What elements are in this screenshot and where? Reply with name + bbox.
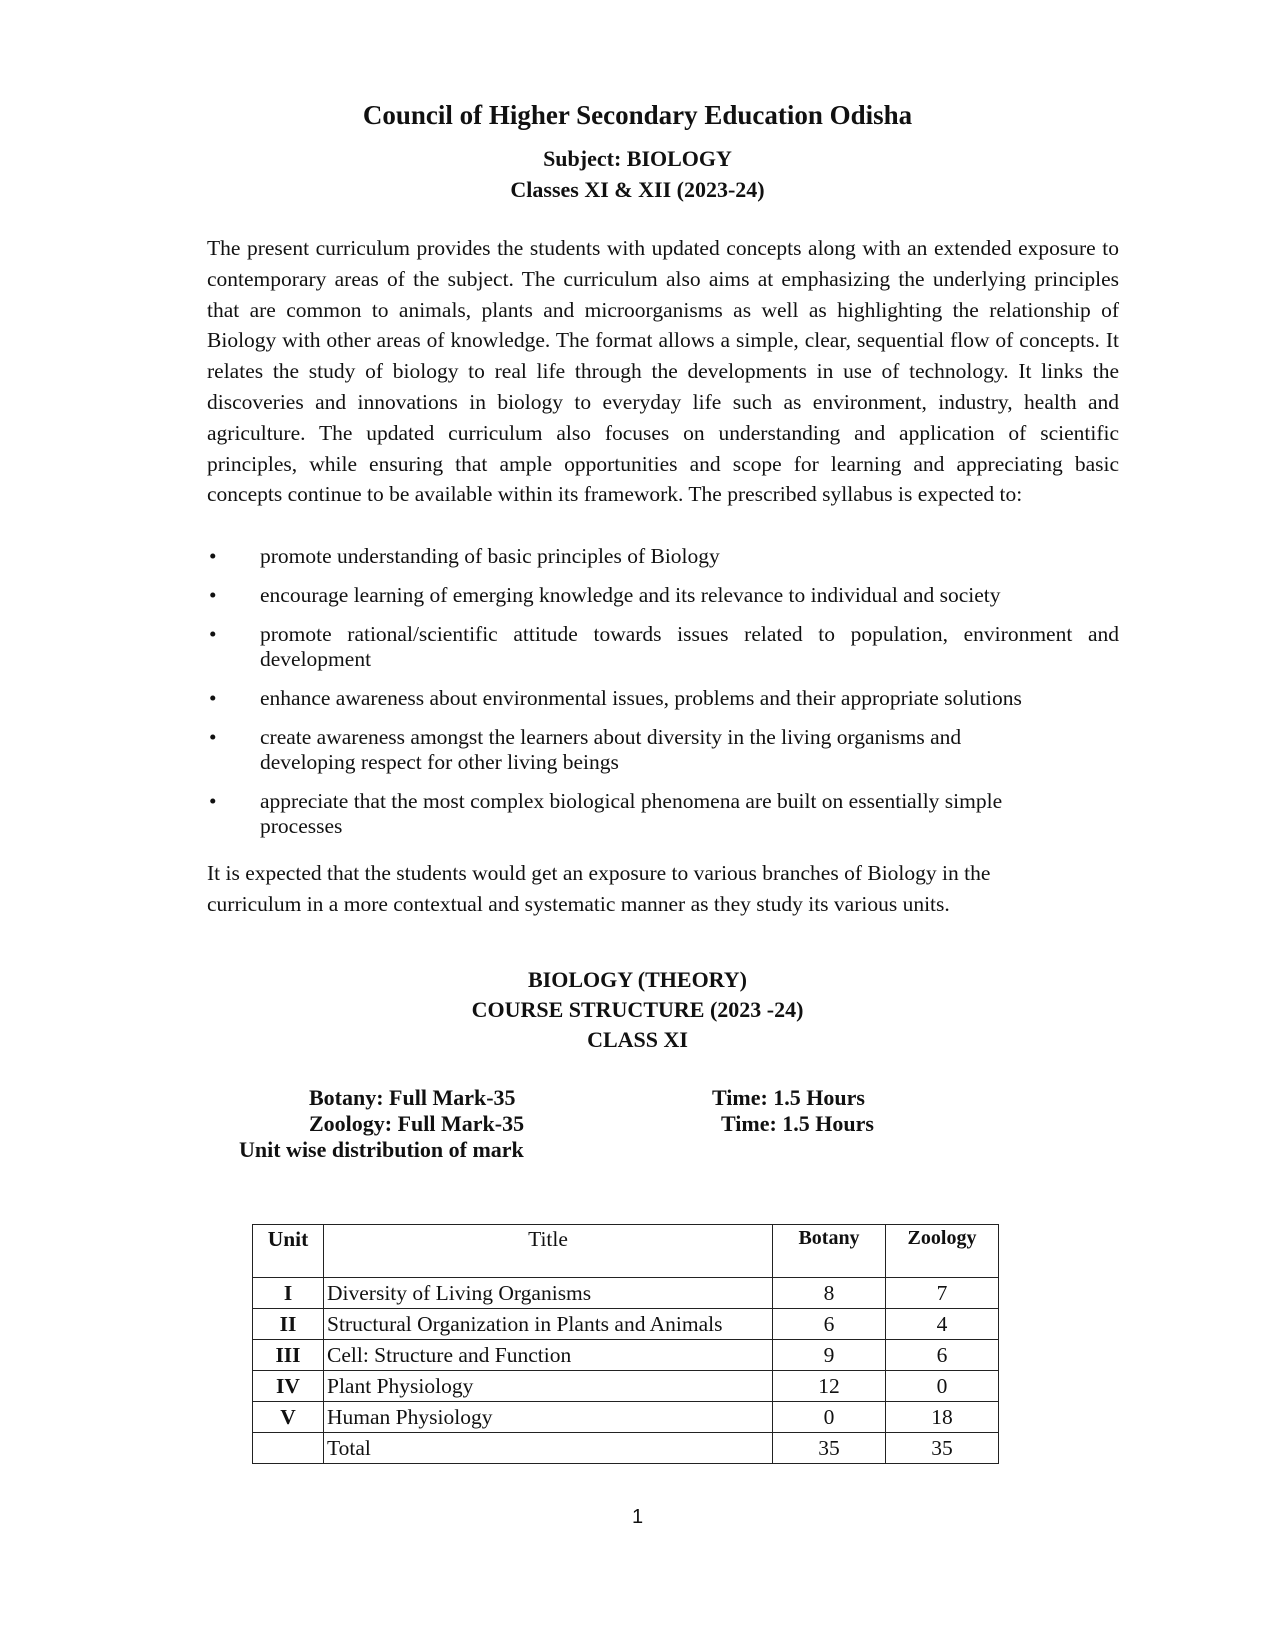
marks-table: [252, 1224, 999, 1464]
cell-unit: IV: [253, 1371, 324, 1402]
cell-title: Plant Physiology: [324, 1371, 773, 1402]
header-title: Title: [324, 1225, 773, 1278]
bullet-icon: •: [209, 622, 217, 646]
subject-heading: Subject: BIOLOGY: [543, 146, 732, 171]
list-item: • enhance awareness about environmental issues, problems and their appropriate solutions: [209, 686, 1022, 710]
cell-botany: 6: [773, 1309, 886, 1340]
bullet-icon: •: [209, 544, 217, 568]
table-row: [253, 1402, 999, 1433]
bullet-icon: •: [209, 583, 217, 607]
botany-time: Time: 1.5 Hours: [712, 1085, 865, 1110]
table-total-row: [253, 1433, 999, 1464]
list-item: • encourage learning of emerging knowledge and its relevance to individual and society: [209, 583, 1001, 607]
cell-unit: I: [253, 1278, 324, 1309]
cell-zoology: 0: [886, 1371, 999, 1402]
cell-unit: II: [253, 1309, 324, 1340]
cell-zoology: 7: [886, 1278, 999, 1309]
botany-full-mark: Botany: Full Mark-35: [309, 1085, 516, 1110]
header-zoology: Zoology: [886, 1225, 999, 1278]
cell-title: Total: [324, 1433, 773, 1464]
cell-botany: 9: [773, 1340, 886, 1371]
cell-botany: 8: [773, 1278, 886, 1309]
cell-title: Human Physiology: [324, 1402, 773, 1433]
objectives-list: [207, 544, 1119, 853]
cell-zoology: 35: [886, 1433, 999, 1464]
cell-title: Cell: Structure and Function: [324, 1340, 773, 1371]
unit-distribution-label: Unit wise distribution of mark: [239, 1137, 524, 1162]
list-item: • appreciate that the most complex biological phenomena are built on essentially simple processes: [209, 789, 1003, 838]
class-heading: CLASS XI: [587, 1027, 688, 1052]
zoology-full-mark: Zoology: Full Mark-35: [309, 1111, 525, 1136]
list-item: • promote understanding of basic principles of Biology: [209, 544, 720, 568]
cell-title: Structural Organization in Plants and Animals: [324, 1309, 773, 1340]
header-botany: Botany: [773, 1225, 886, 1278]
intro-paragraph: The present curriculum provides the students with updated concepts along with an extended exposure to contemporary areas of the subject. The curriculum also aims at emphasizing the underlying principles that are common to animals, plants and microorganisms as well as highlighting the relationship of Biology with other areas of knowledge. The format allows a simple, clear, sequential flow of concepts. It relates the study of biology to real life through the developments in use of technology. It links the discoveries and innovations in biology to everyday life such as environment, industry, health and agriculture. The updated curriculum also focuses on understanding and application of scientific principles, while ensuring that ample opportunities and scope for learning and appreciating basic concepts continue to be available within its framework. The prescribed syllabus is expected to:: [207, 236, 1119, 507]
header-unit: Unit: [253, 1225, 324, 1278]
cell-zoology: 18: [886, 1402, 999, 1433]
classes-heading: Classes XI & XII (2023-24): [510, 177, 765, 202]
cell-unit: III: [253, 1340, 324, 1371]
cell-botany: 12: [773, 1371, 886, 1402]
closing-paragraph: It is expected that the students would get an exposure to various branches of Biology in the curriculum in a more contextual and systematic manner as they study its various units.: [207, 861, 991, 916]
cell-unit: [253, 1433, 324, 1464]
list-item: • promote rational/scientific attitude towards issues related to population, environment and development: [209, 622, 1119, 671]
cell-unit: V: [253, 1402, 324, 1433]
bullet-icon: •: [209, 725, 217, 749]
bullet-icon: •: [209, 789, 217, 813]
cell-botany: 0: [773, 1402, 886, 1433]
course-structure-heading: COURSE STRUCTURE (2023 -24): [471, 997, 804, 1022]
cell-botany: 35: [773, 1433, 886, 1464]
table-row: [253, 1278, 999, 1309]
table-header-row: [253, 1225, 999, 1278]
page-number: 1: [631, 1506, 644, 1528]
bullet-icon: •: [209, 686, 217, 710]
cell-title: Diversity of Living Organisms: [324, 1278, 773, 1309]
cell-zoology: 4: [886, 1309, 999, 1340]
zoology-time: Time: 1.5 Hours: [721, 1111, 874, 1136]
document-title: Council of Higher Secondary Education Odisha: [362, 100, 913, 130]
table-row: [253, 1309, 999, 1340]
list-item: • create awareness amongst the learners about diversity in the living organisms and developing respect for other living beings: [209, 725, 962, 774]
table-row: [253, 1371, 999, 1402]
course-heading: BIOLOGY (THEORY): [527, 967, 748, 992]
table-row: [253, 1340, 999, 1371]
cell-zoology: 6: [886, 1340, 999, 1371]
